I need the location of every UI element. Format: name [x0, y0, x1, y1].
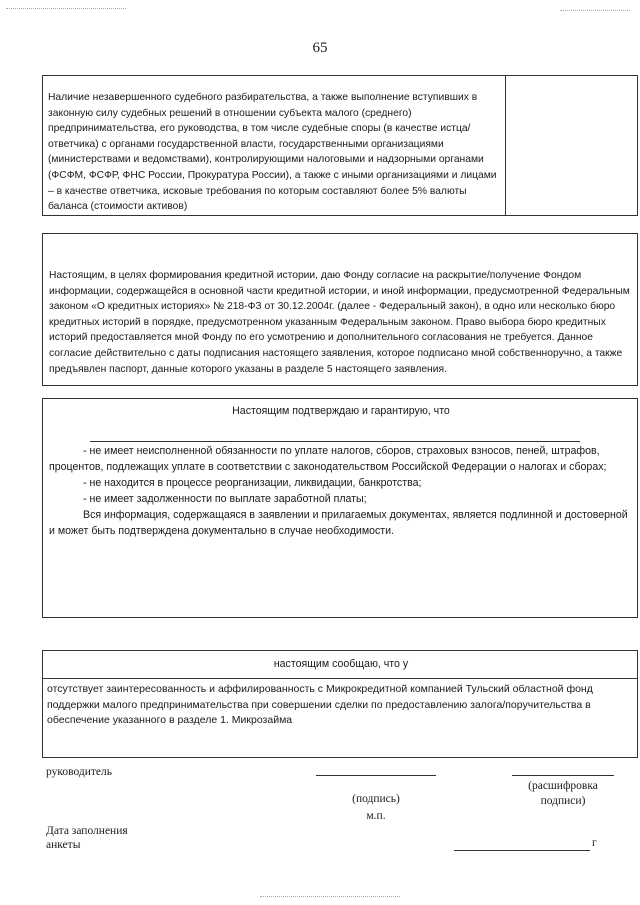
litigation-text: Наличие незавершенного судебного разбирательства, а также выполнение вступивших в законную силу судебных решений в отношении субъекта малого (среднего) предпринимательства, его руководства, в том числе судебные споры (в качестве истца/ответчика) с органами государственной власти, государственными организациями (министерствами и ведомствами), контролирующими налоговыми и надзорными органами (ФСФМ, ФСФР, ФНС России, Прокуратура России), а также с иными организациями и лицами – в качестве ответчика, исковые требования по которым составляют более 5% валюты баланса (стоимости активов) [48, 92, 497, 213]
answer-column-divider [505, 76, 506, 215]
credit-history-box [42, 233, 638, 386]
decoding-caption-line-2: подписи) [540, 795, 586, 807]
date-line[interactable] [454, 850, 590, 851]
scan-artifact [260, 896, 400, 897]
guarantee-item-authenticity: Вся информация, содержащаяся в заявлении и прилагаемых документах, является подлинной и достоверной и может быть подтверждена документально в случае необходимости. [49, 509, 628, 537]
year-suffix: г [592, 837, 597, 849]
guarantee-heading: Настоящим подтверждаю и гарантирую, что [232, 405, 450, 417]
date-label [46, 824, 128, 852]
stamp-label: м.п. [366, 810, 386, 822]
decoding-caption-line-1: (расшифровка [528, 780, 598, 792]
company-name-line [90, 441, 580, 442]
decoding-line[interactable] [512, 775, 614, 776]
signature-caption: (подпись) [352, 793, 400, 805]
guarantee-item-reorganization: - не находится в процессе реорганизации, ликвидации, банкротства; [83, 477, 422, 489]
affiliation-text: отсутствует заинтересованность и аффилированность с Микрокредитной компанией Тульский областной фонд поддержки малого предпринимательства при совершении сделки по предоставлению залога/поручительства в обеспечение указанного в разделе 1. Микрозайма [47, 683, 593, 727]
affiliation-heading: настоящим сообщаю, что у [273, 658, 409, 670]
scan-artifact [560, 10, 630, 11]
affiliation-box [42, 650, 638, 758]
guarantee-item-salary: - не имеет задолженности по выплате заработной платы; [83, 493, 367, 505]
guarantee-item-taxes: - не имеет неисполненной обязанности по уплате налогов, сборов, страховых взносов, пеней, штрафов, процентов, подлежащих уплате в соответствии с законодательством Российской Федерации о налогах и сборах; [49, 445, 607, 473]
credit-history-text: Настоящим, в целях формирования кредитной истории, даю Фонду согласие на раскрытие/получение Фондом информации, содержащейся в основной части кредитной истории, и иной информации, предусмотренной Федеральным законом «О кредитных историях» № 218-ФЗ от 30.12.2004г. (далее - Федеральный закон), в одно или несколько бюро кредитных историй в порядке, предусмотренном указанным Федеральным законом. Право выбора бюро кредитных историй предоставляется мной Фонду по его усмотрению и дополнительного согласования не требуется. Данное согласие действительно с даты подписания настоящего заявления, которое подписано мной собственноручно, а также предъявлен паспорт, данные которого указаны в разделе 5 настоящего заявления. [49, 270, 630, 375]
signature-line[interactable] [316, 775, 436, 776]
page-number: 65 [312, 40, 328, 56]
guarantee-list [49, 443, 631, 539]
role-label: руководитель [46, 766, 112, 778]
litigation-box [42, 75, 638, 216]
affiliation-divider [43, 678, 637, 679]
scan-artifact [6, 8, 126, 9]
guarantee-box [42, 398, 638, 618]
decoding-caption [500, 779, 626, 809]
date-label-line-1: Дата заполнения [46, 825, 128, 837]
date-label-line-2: анкеты [46, 839, 81, 851]
